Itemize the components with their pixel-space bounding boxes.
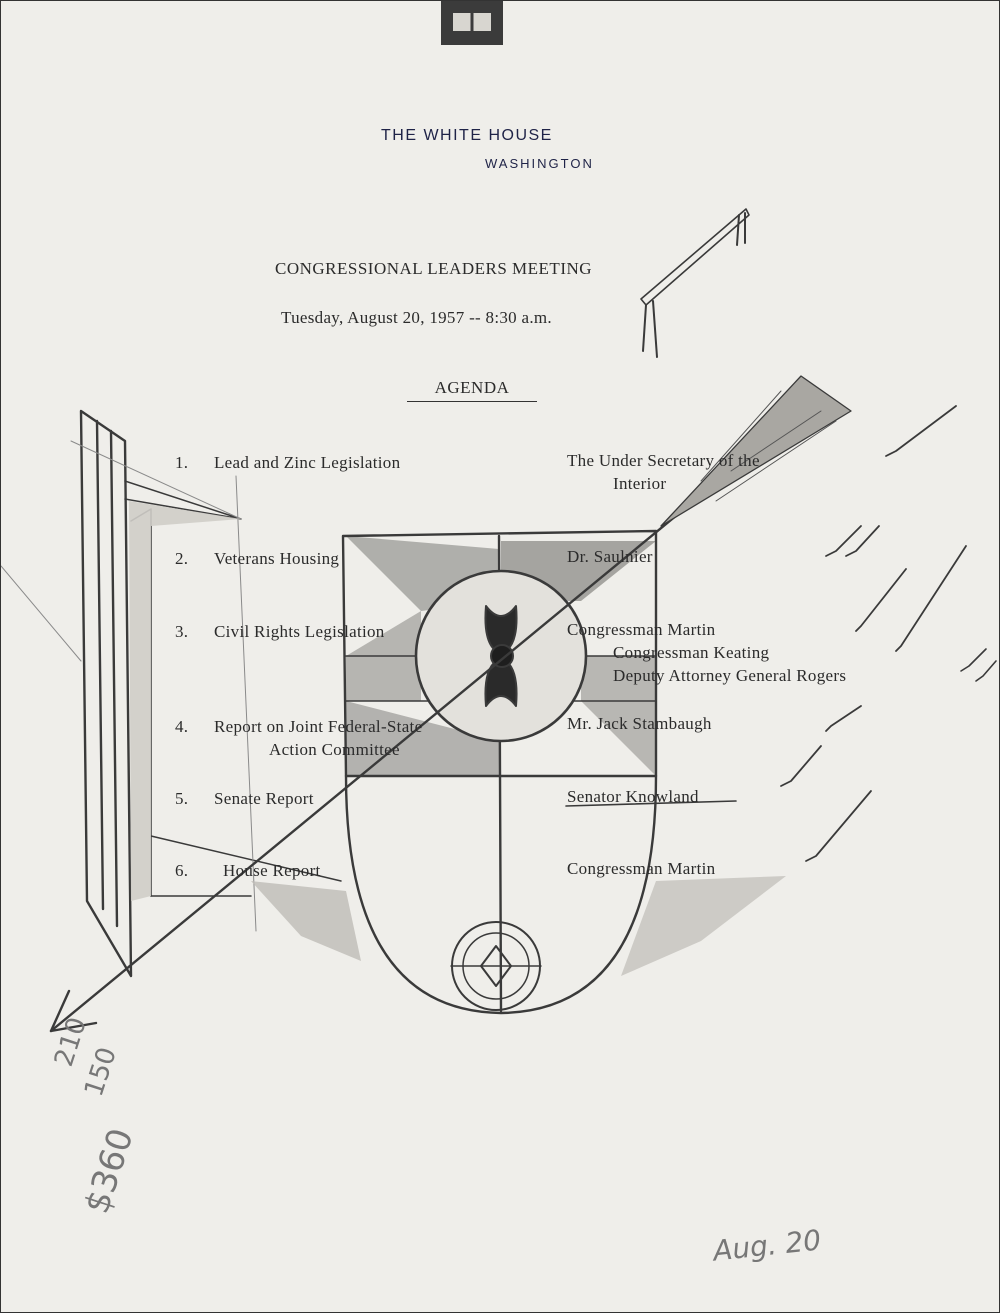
agenda-item-topic: Lead and Zinc Legislation — [214, 453, 401, 472]
meeting-date: Tuesday, August 20, 1957 -- 8:30 a.m. — [281, 308, 552, 327]
letterhead-title: THE WHITE HOUSE — [381, 127, 553, 144]
agenda-item-topic: Senate Report — [214, 789, 314, 808]
agenda-item-presenter: Congressman Martin — [567, 620, 716, 639]
agenda-item-presenter: Congressman Martin — [567, 859, 716, 878]
document-title: CONGRESSIONAL LEADERS MEETING — [275, 259, 593, 278]
agenda-item-number: 2. — [175, 549, 189, 568]
agenda-item-number: 1. — [175, 453, 189, 472]
agenda-item-presenter: Interior — [613, 474, 667, 493]
agenda-item-number: 5. — [175, 789, 189, 808]
agenda-item-topic: Report on Joint Federal-State — [214, 717, 423, 736]
agenda-item-presenter: Congressman Keating — [613, 643, 770, 662]
pencil-doodle — [1, 1, 999, 1312]
agenda-item-topic: Veterans Housing — [214, 549, 340, 568]
agenda-item-topic: Civil Rights Legislation — [214, 622, 385, 641]
agenda-item-topic: House Report — [223, 861, 321, 880]
agenda-item-number: 4. — [175, 717, 189, 736]
agenda-item-topic: Action Committee — [269, 740, 400, 759]
agenda-item-presenter: Deputy Attorney General Rogers — [613, 666, 847, 685]
handwritten-date: Aug. 20 — [711, 1223, 823, 1268]
letterhead-city: WASHINGTON — [485, 156, 594, 171]
agenda-item-presenter: Senator Knowland — [567, 787, 699, 806]
agenda-item-number: 6. — [175, 861, 189, 880]
handwritten-number: 150 — [79, 1043, 123, 1101]
agenda-heading: AGENDA — [407, 378, 537, 402]
agenda-item-presenter: Dr. Saulnier — [567, 547, 653, 566]
agenda-item-number: 3. — [175, 622, 189, 641]
handwritten-number: 210 — [49, 1013, 93, 1071]
agenda-item-presenter: Mr. Jack Stambaugh — [567, 714, 712, 733]
handwritten-total: $360 — [77, 1123, 142, 1219]
agenda-item-presenter: The Under Secretary of the — [567, 451, 760, 470]
